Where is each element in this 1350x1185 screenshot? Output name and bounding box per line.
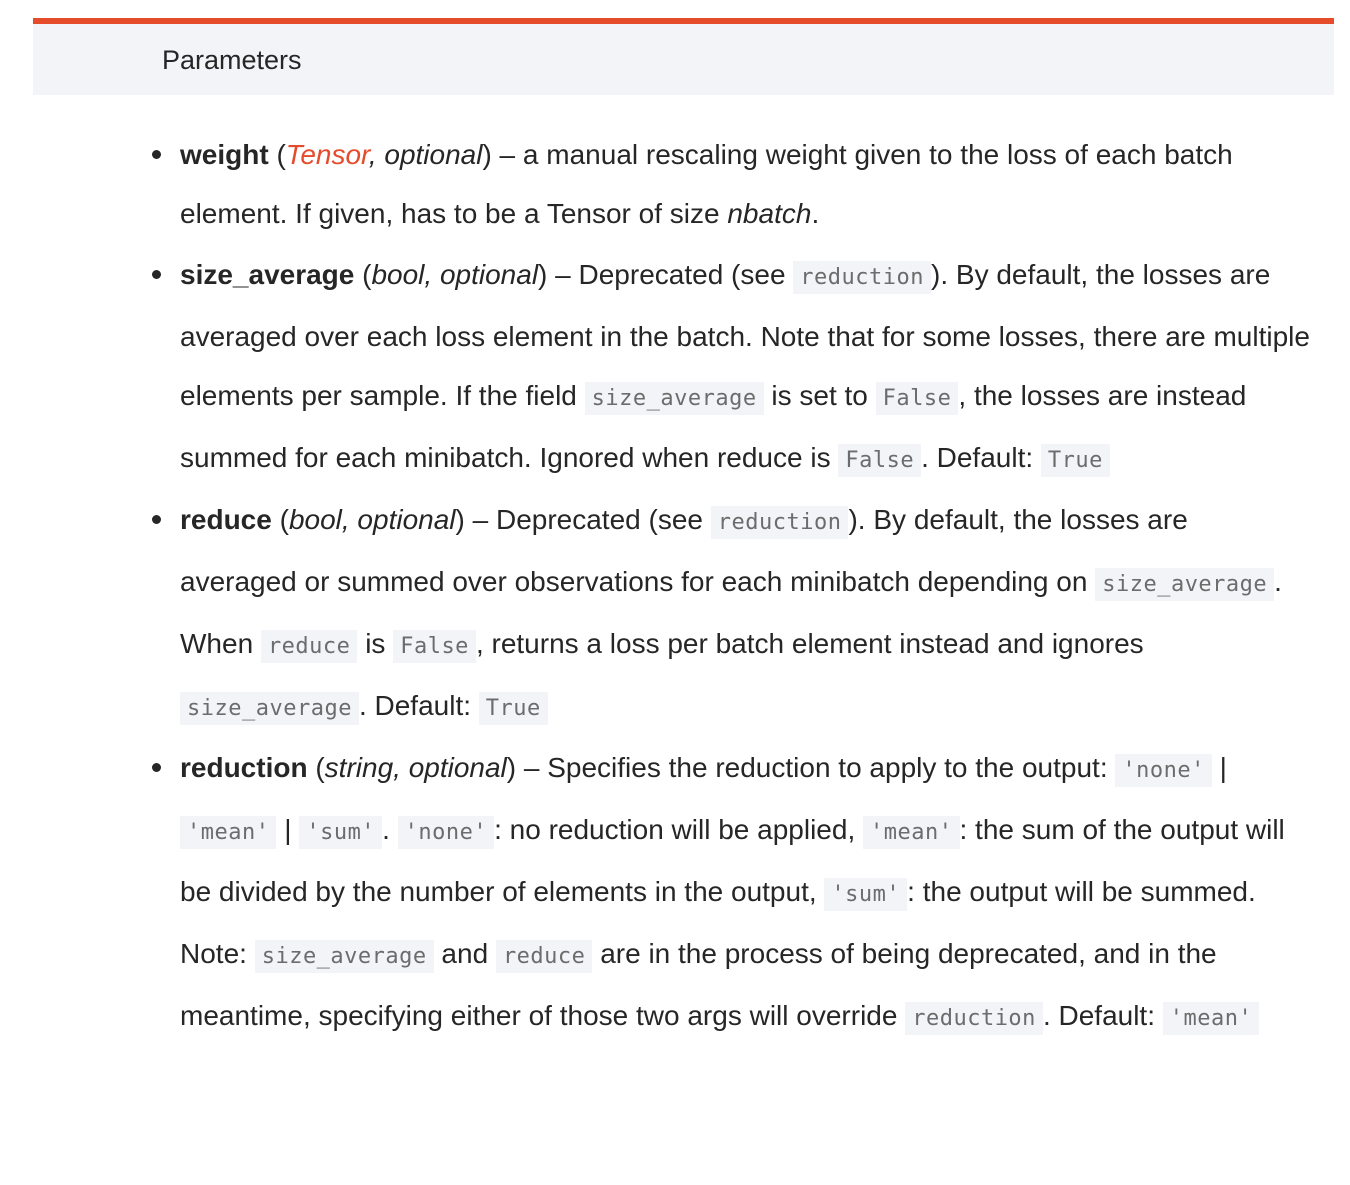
param-reduce: reduce (bool, optional) – Deprecated (see reduction ). By default, the losses are averaged or summed over observations for each minibatch depending on size_average . When reduce is False , returns a loss per batch element instead and ignores size_average . Default: True bbox=[180, 490, 1310, 738]
param-type: , optional bbox=[368, 139, 483, 170]
param-text: : the sum of the output will be divided by the number of elements in the output, bbox=[180, 814, 1285, 907]
param-text: and bbox=[433, 938, 496, 969]
code-literal: True bbox=[1041, 444, 1110, 477]
code-literal: 'mean' bbox=[863, 816, 959, 849]
tensor-type-link[interactable]: Tensor bbox=[285, 139, 369, 170]
code-literal: size_average bbox=[1095, 568, 1274, 601]
bullet-icon bbox=[152, 515, 161, 524]
bullet-icon bbox=[152, 270, 161, 279]
param-type: string, optional bbox=[324, 752, 507, 783]
param-reduction: reduction (string, optional) – Specifies the reduction to apply to the output: 'none' | 'mean' | 'sum' . 'none' : no reduction will be applied, 'mean' : the sum of the output will be divided by the number of elements in the output, 'sum' : the output will be summed. Note: size_average and reduce are in the process of being deprecated, and in the meantime, specifying either of those two args will override reduction . Default: 'mean' bbox=[180, 738, 1310, 1048]
code-literal: reduction bbox=[905, 1002, 1043, 1035]
param-text: ). By default, the losses are averaged over each loss element in the batch. Note that for some losses, there are multiple elements per sample. If the field bbox=[180, 259, 1310, 411]
code-literal: True bbox=[479, 692, 548, 725]
parameters-header bbox=[33, 18, 1334, 95]
param-text: , returns a loss per batch element instead and ignores bbox=[475, 628, 1144, 659]
bullet-icon bbox=[152, 150, 161, 159]
param-text: : no reduction will be applied, bbox=[494, 814, 864, 845]
code-literal: 'none' bbox=[398, 816, 494, 849]
param-name: reduce bbox=[180, 504, 272, 535]
code-literal: 'mean' bbox=[1163, 1002, 1259, 1035]
param-name: reduction bbox=[180, 752, 308, 783]
code-literal: size_average bbox=[255, 940, 434, 973]
param-type: bool, optional bbox=[371, 259, 539, 290]
param-paren: ( bbox=[268, 139, 286, 170]
param-text: : the output will be summed. Note: bbox=[180, 876, 1256, 969]
param-text: – Deprecated (see bbox=[547, 259, 794, 290]
code-literal: reduction bbox=[793, 261, 931, 294]
param-text: . When bbox=[180, 566, 1282, 659]
param-text: | bbox=[1211, 752, 1227, 783]
param-text: – Specifies the reduction to apply to the output: bbox=[516, 752, 1116, 783]
code-literal: 'mean' bbox=[180, 816, 276, 849]
param-text: . bbox=[382, 814, 398, 845]
parameter-list bbox=[180, 125, 1310, 1048]
param-text: . Default: bbox=[921, 442, 1041, 473]
param-text: ). By default, the losses are averaged or summed over observations for each minibatch depending on bbox=[180, 504, 1188, 597]
code-literal: 'none' bbox=[1115, 754, 1211, 787]
code-literal: reduce bbox=[496, 940, 592, 973]
code-literal: False bbox=[393, 630, 476, 663]
code-literal: reduction bbox=[711, 506, 849, 539]
code-literal: False bbox=[876, 382, 959, 415]
param-tail: . bbox=[811, 198, 820, 229]
param-text: is bbox=[357, 628, 394, 659]
parameters-title: Parameters bbox=[162, 45, 302, 75]
param-text: , the losses are instead summed for each minibatch. Ignored when reduce is bbox=[180, 380, 1247, 473]
param-name: size_average bbox=[180, 259, 355, 290]
param-emphasis: nbatch bbox=[727, 198, 812, 229]
param-text: is set to bbox=[763, 380, 876, 411]
bullet-icon bbox=[152, 763, 161, 772]
param-text: are in the process of being deprecated, and in the meantime, specifying either of those two args will override bbox=[180, 938, 1217, 1031]
param-text: . Default: bbox=[1042, 1000, 1163, 1031]
param-text: – Deprecated (see bbox=[464, 504, 711, 535]
code-literal: 'sum' bbox=[299, 816, 382, 849]
param-type: bool, optional bbox=[288, 504, 456, 535]
code-literal: False bbox=[838, 444, 921, 477]
code-literal: 'sum' bbox=[824, 878, 907, 911]
param-description: a manual rescaling weight given to the loss of each batch element. If given, has to be a Tensor of size bbox=[180, 139, 1233, 229]
code-literal: reduce bbox=[261, 630, 357, 663]
param-separator: ) – bbox=[482, 139, 523, 170]
param-size-average: size_average (bool, optional) – Deprecated (see reduction ). By default, the losses are averaged over each loss element in the batch. Note that for some losses, there are multiple elements per sample. If the field size_average is set to False , the losses are instead summed for each minibatch. Ignored when reduce is False . Default: True bbox=[180, 245, 1310, 490]
code-literal: size_average bbox=[585, 382, 764, 415]
param-name: weight bbox=[180, 139, 269, 170]
param-text: . Default: bbox=[358, 690, 479, 721]
code-literal: size_average bbox=[180, 692, 359, 725]
param-text: | bbox=[276, 814, 300, 845]
param-weight bbox=[180, 125, 1310, 243]
parameters-section bbox=[33, 18, 1334, 95]
